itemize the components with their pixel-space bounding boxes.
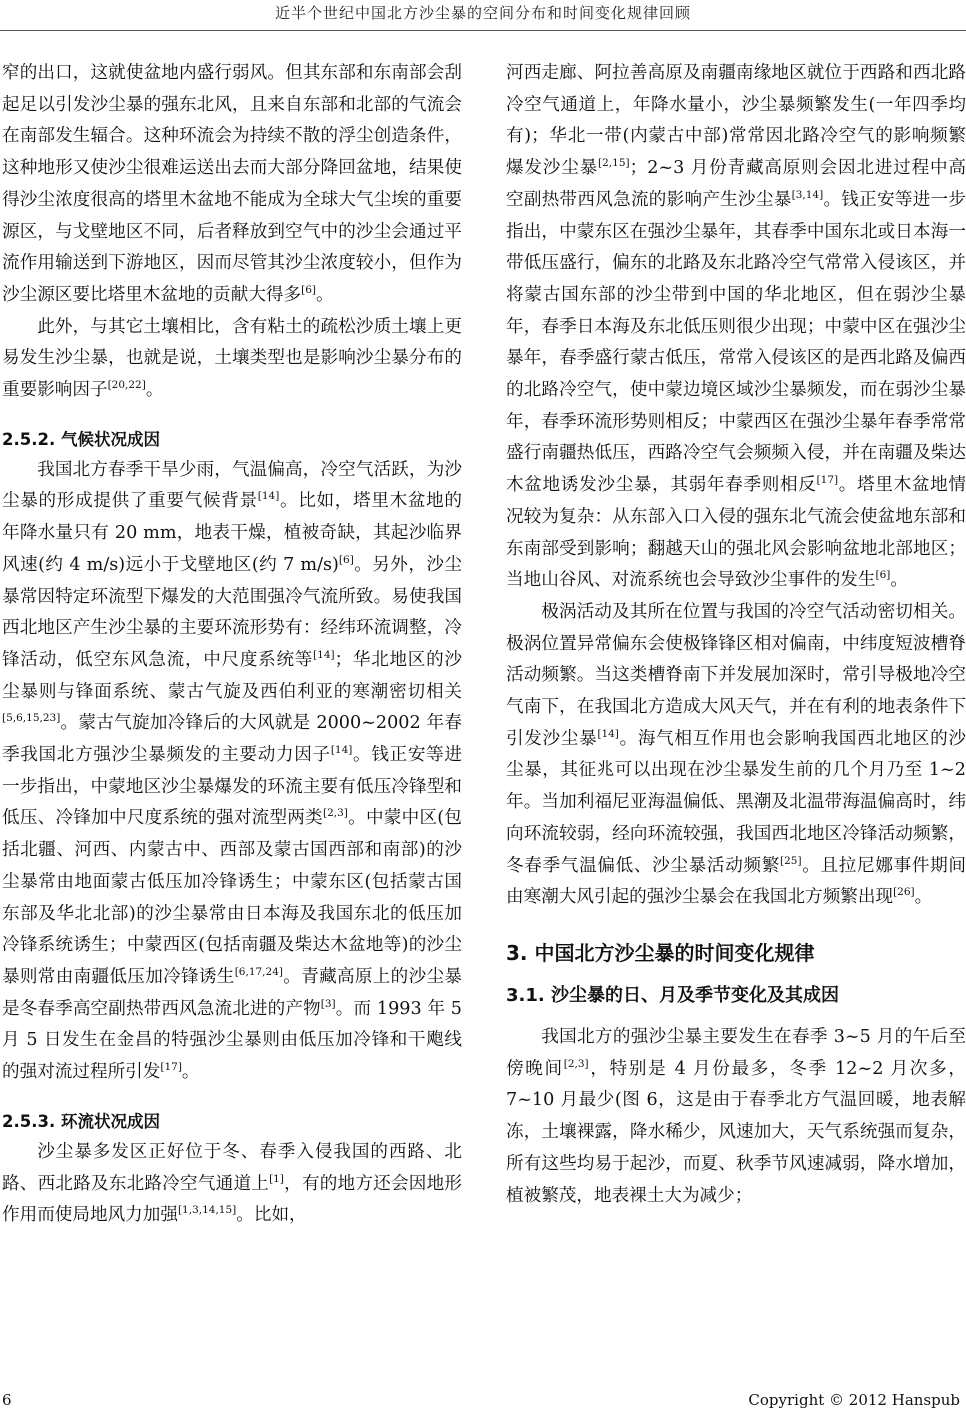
paragraph-text: 。青藏高原上的沙尘暴是冬春季高空副热带西风急流北进的产物	[2, 966, 462, 1019]
citation: [17]	[160, 1061, 182, 1074]
citation: [14]	[597, 727, 619, 740]
section-heading-2-5-2: 2.5.2. 气候状况成因	[2, 429, 160, 449]
paragraph-climate	[2, 455, 462, 1089]
paragraph-basin-winds	[2, 58, 462, 312]
citation: [14]	[330, 744, 353, 757]
paragraph-text: 。	[914, 887, 933, 908]
paragraph-text: 。另外，沙尘暴常因特定环流型下爆发的大范围强冷气流所致。易使我国西北地区产生沙尘暴的主要环流形势有：经纬环流调整，冷锋活动，低空东风急流，中尺度系统等	[2, 554, 462, 670]
paragraph-text: 。	[181, 1062, 200, 1083]
section-heading-3-1: 3.1. 沙尘暴的日、月及季节变化及其成因	[506, 984, 839, 1006]
running-header-title: 近半个世纪中国北方沙尘暴的空间分布和时间变化规律回顾	[274, 4, 691, 22]
citation: [14]	[257, 490, 280, 503]
paragraph-text: 。	[315, 284, 334, 305]
citation: [6]	[301, 284, 316, 297]
paragraph-text: 。且拉尼娜事件期间由寒潮大风引起的强沙尘暴会在我国北方频繁出现	[506, 855, 966, 908]
citation: [25]	[780, 854, 802, 867]
citation: [2,3]	[563, 1057, 589, 1070]
citation: [14]	[313, 649, 335, 662]
paragraph-text: 。海气相互作用也会影响我国西北地区的沙尘暴，其征兆可以出现在沙尘暴发生前的几个月乃至 1~2 年。当加利福尼亚海温偏低、黑潮及北温带海温偏高时，纬向环流较弱，经向环流较强，我国西北地区冷锋活动频繁，冬春季气温偏低、沙尘暴活动频繁	[506, 728, 966, 876]
citation: [1,3,14,15]	[177, 1204, 237, 1217]
citation: [2,15]	[598, 157, 630, 170]
citation: [17]	[816, 474, 839, 487]
citation: [26]	[893, 886, 915, 899]
citation: [1]	[269, 1172, 284, 1185]
citation: [3]	[320, 997, 336, 1010]
paragraph-text: 。比如，塔里木盆地的年降水量只有 20 mm，地表干燥，植被奇缺，其起沙临界风速(约 4 m/s)远小于戈壁地区(约 7 m/s)	[2, 491, 462, 575]
citation: [20,22]	[107, 379, 146, 392]
citation: [2,3]	[322, 807, 348, 820]
paragraph-soil-type	[2, 312, 462, 407]
paragraph-text: 。中蒙中区(包括北疆、河西、内蒙古中、西部及蒙古国西部和南部)的沙尘暴常由地面蒙古低压加冷锋诱生；中蒙东区(包括蒙古国东部及华北北部)的沙尘暴常由日本海及我国东北的低压加冷锋系统诱生；中蒙西区(包括南疆及柴达木盆地等)的沙尘暴则常由南疆低压加冷锋诱生	[2, 808, 462, 987]
paragraph-text: 。钱正安等进一步指出，中蒙地区沙尘暴爆发的环流主要有低压冷锋型和低压、冷锋加中尺度系统的强对流型两类	[2, 745, 462, 829]
left-column	[2, 58, 462, 1232]
paragraph-text: 极涡活动及其所在位置与我国的冷空气活动密切相关。极涡位置异常偏东会使极锋锋区相对偏南，中纬度短波槽脊活动频繁。当这类槽脊南下并发展加深时，常引导极地冷空气南下，在我国北方造成大风天气，并在有利的地表条件下引发沙尘暴	[506, 601, 966, 749]
citation: [6]	[338, 553, 354, 566]
paragraph-text: 。而 1993 年 5 月 5 日发生在金昌的特强沙尘暴则由低压加冷锋和干飑线的强对流过程所引发	[2, 998, 462, 1083]
paragraph-text: 。比如，	[236, 1205, 307, 1226]
paragraph-text: 。蒙古气旋加冷锋后的大风就是 2000~2002 年春季我国北方强沙尘暴频发的主要动力因子	[2, 713, 462, 766]
paragraph-text: 我国北方的强沙尘暴主要发生在春季 3~5 月的午后至傍晚间	[506, 1026, 966, 1079]
paragraph-seasonal	[506, 1022, 966, 1212]
section-heading-3: 3. 中国北方沙尘暴的时间变化规律	[506, 940, 815, 965]
paragraph-text: 沙尘暴多发区正好位于冬、春季入侵我国的西路、北路、西北路及东北路冷空气通道上	[2, 1141, 462, 1194]
paragraph-text: ；华北地区的沙尘暴则与锋面系统、蒙古气旋及西伯利亚的寒潮密切相关	[2, 649, 462, 702]
paragraph-text: 河西走廊、阿拉善高原及南疆南缘地区就位于西路和西北路冷空气通道上，年降水量小，沙尘暴频繁发生(一年四季均有)；华北一带(内蒙古中部)常常因北路冷空气的影响频繁爆发沙尘暴	[506, 63, 966, 179]
citation: [5,6,15,23]	[2, 712, 61, 725]
citation: [6]	[875, 569, 891, 582]
paragraph-polar-vortex	[506, 597, 966, 914]
copyright-notice: Copyright © 2012 Hanspub	[748, 1391, 960, 1409]
paragraph-text: ；2~3 月份青藏高原则会因北进过程中高空副热带西风急流的影响产生沙尘暴	[506, 158, 966, 210]
paragraph-text: 。钱正安等进一步指出，中蒙东区在强沙尘暴年，其春季中国东北或日本海一带低压盛行，偏东的北路及东北路冷空气常常入侵该区，并将蒙古国东部的沙尘带到中国的华北地区，但在弱沙尘暴年，春季日本海及东北低压则很少出现；中蒙中区在强沙尘暴年，春季盛行蒙古低压，常常入侵该区的是西北路及偏西的北路冷空气，使中蒙边境区域沙尘暴频发，而在弱沙尘暴年，春季环流形势则相反；中蒙西区在强沙尘暴年春季常常盛行南疆热低压，西路冷空气会频频入侵，并在南疆及柴达木盆地诱发沙尘暴，其弱年春季则相反	[506, 189, 966, 496]
running-header	[0, 0, 966, 30]
paragraph-text: 。塔里木盆地情况较为复杂：从东部入口入侵的强东北气流会使盆地东部和东南部受到影响；翻越天山的强北风会影响盆地北部地区；当地山谷风、对流系统也会导致沙尘事件的发生	[506, 475, 966, 591]
paragraph-text: 。	[145, 380, 164, 401]
paragraph-text: ，有的地方还会因地形作用而使局地风力加强	[2, 1173, 462, 1226]
paragraph-text: 此外，与其它土壤相比，含有粘土的疏松沙质土壤上更易发生沙尘暴，也就是说，土壤类型也是影响沙尘暴分布的重要影响因子	[2, 316, 462, 401]
paragraph-text: 窄的出口，这就使盆地内盛行弱风。但其东部和东南部会刮起足以引发沙尘暴的强东北风，且来自东部和北部的气流会在南部发生辐合。这种环流会为持续不散的浮尘创造条件，这种地形又使沙尘很难运送出去而大部分降回盆地，结果使得沙尘浓度很高的塔里木盆地不能成为全球大气尘埃的重要源区，与戈壁地区不同，后者释放到空气中的沙尘会通过平流作用输送到下游地区，因而尽管其沙尘浓度较小，但作为沙尘源区要比塔里木盆地的贡献大得多	[2, 63, 462, 305]
paragraph-text: 我国北方春季干旱少雨，气温偏高，冷空气活跃，为沙尘暴的形成提供了重要气候背景	[2, 459, 462, 512]
citation: [6,17,24]	[234, 966, 283, 979]
paragraph-circulation	[2, 1137, 462, 1232]
paragraph-text: ，特别是 4 月份最多，冬季 12~2 月次多，7~10 月最少(图 6，这是由于春季北方气温回暖，地表解冻，土壤裸露，降水稀少，风速加大，天气系统强而复杂，所有这些均易于起沙，而夏、秋季节风速减弱，降水增加，植被繁茂，地表裸土大为减少；	[506, 1058, 966, 1206]
section-heading-2-5-3: 2.5.3. 环流状况成因	[2, 1111, 160, 1131]
page-number: 6	[2, 1391, 12, 1409]
page-footer	[0, 1391, 966, 1413]
paragraph-cold-air-paths	[506, 58, 966, 597]
header-divider	[0, 30, 966, 31]
paragraph-text: 。	[890, 570, 908, 591]
right-column	[506, 58, 966, 1212]
citation: [3,14]	[791, 188, 824, 201]
